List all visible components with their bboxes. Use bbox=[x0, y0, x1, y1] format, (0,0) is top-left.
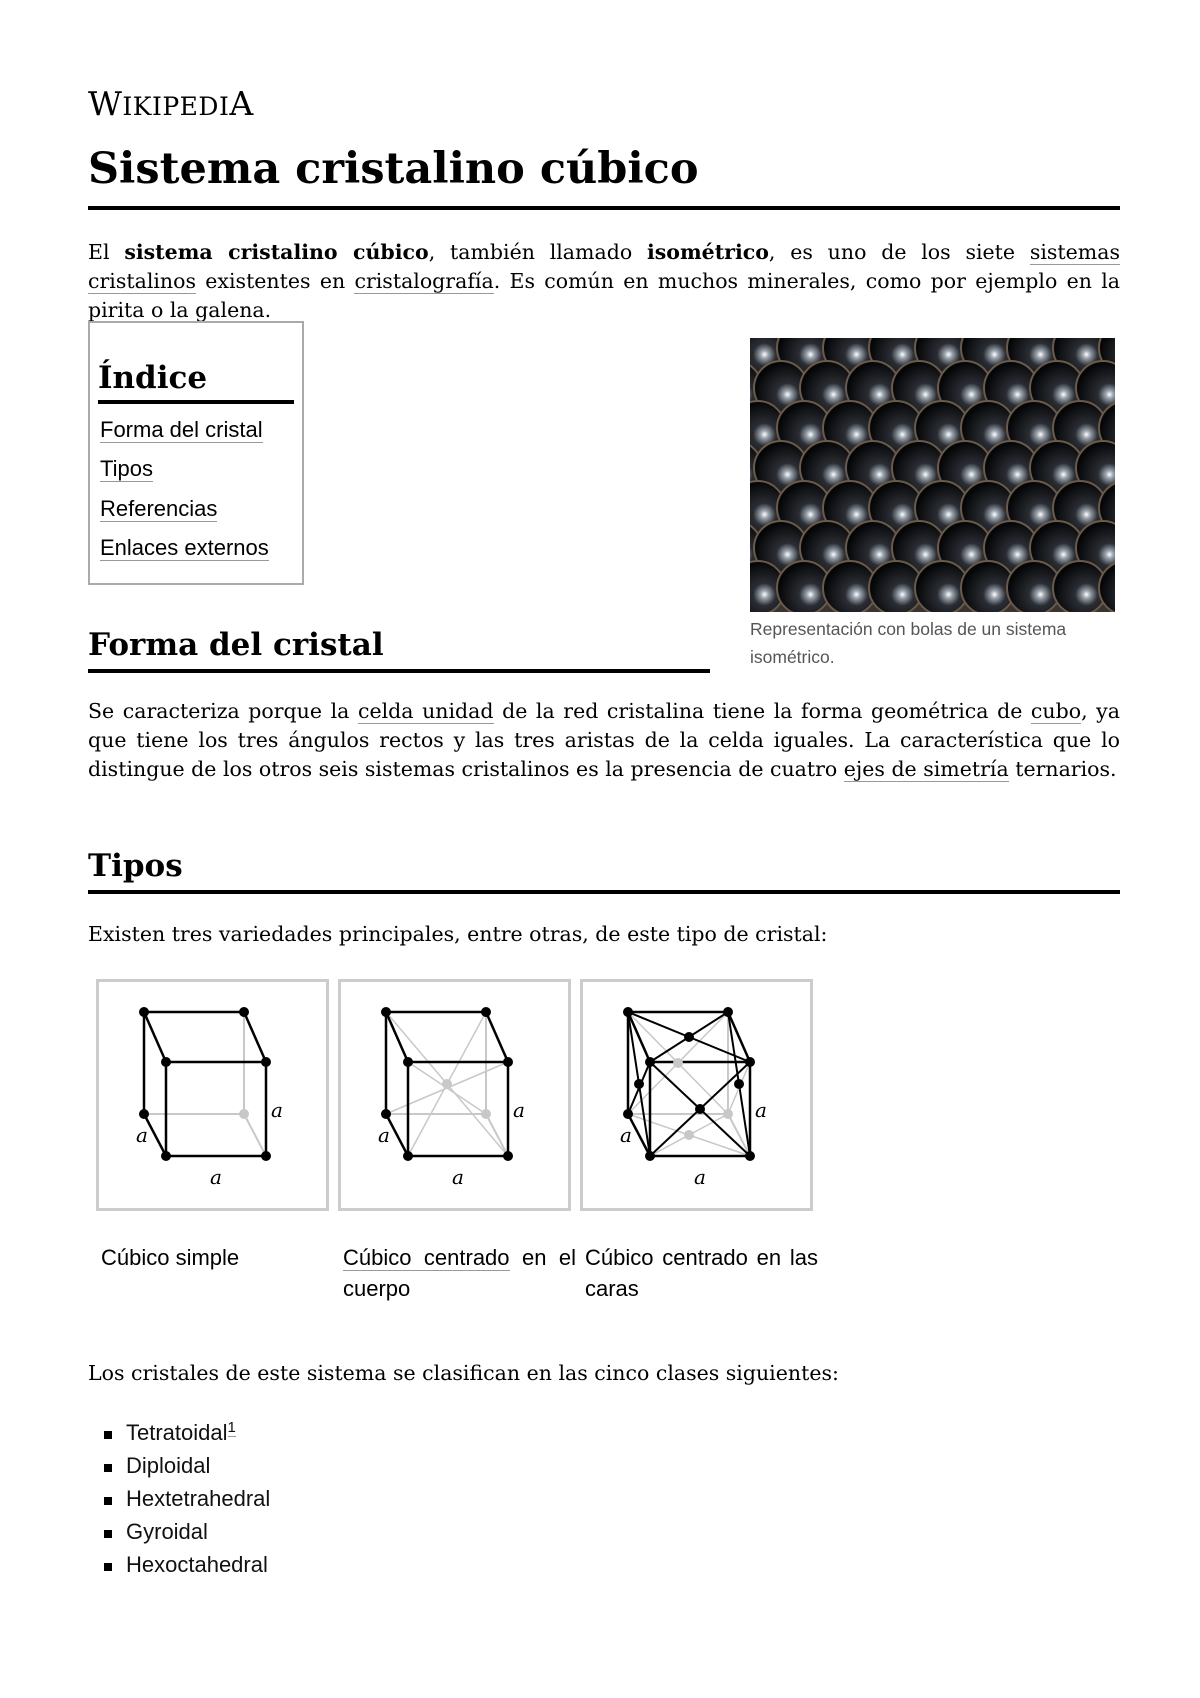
class-name: Hextetrahedral bbox=[126, 1486, 271, 1511]
lattice-point bbox=[695, 1104, 705, 1114]
lattice-point bbox=[645, 1057, 655, 1067]
lattice-point bbox=[442, 1079, 452, 1089]
toc-item-enlaces[interactable] bbox=[100, 528, 294, 568]
gallery-caption-face: Cúbico centrado en las caras bbox=[585, 1245, 818, 1301]
axis-label: a bbox=[136, 1123, 148, 1147]
table-of-contents bbox=[88, 321, 304, 585]
gallery-image-simple[interactable] bbox=[96, 979, 329, 1211]
inline-link[interactable]: pirita bbox=[88, 298, 145, 322]
axis-label: a bbox=[271, 1098, 283, 1122]
lattice-point bbox=[239, 1109, 249, 1119]
lattice-edge bbox=[244, 1114, 266, 1156]
list-item bbox=[100, 1482, 270, 1515]
section-heading-tipos: Tipos bbox=[88, 847, 1120, 894]
lattice-point bbox=[623, 1109, 633, 1119]
lattice-edge bbox=[386, 1012, 408, 1062]
inline-link[interactable]: celda unidad bbox=[357, 699, 494, 723]
gallery-caption-body bbox=[343, 1242, 576, 1304]
lattice-point bbox=[261, 1057, 271, 1067]
intro-paragraph: El sistema cristalino cúbico, también llamado isométrico, es uno de los siete sistemas cristalinos existentes en cristalografía. Es común en muchos minerales, como por ejemplo en la pirita o la galena. bbox=[88, 240, 1120, 322]
wikipedia-wordmark[interactable] bbox=[88, 84, 254, 123]
wordmark-initial: W bbox=[88, 84, 123, 123]
wordmark-final: A bbox=[229, 84, 254, 123]
section-heading-forma: Forma del cristal bbox=[88, 626, 710, 673]
axis-label: a bbox=[452, 1165, 464, 1188]
lattice-point bbox=[403, 1151, 413, 1161]
lattice-point bbox=[673, 1058, 683, 1068]
face-centered-diagram bbox=[618, 1004, 778, 1188]
axis-label: a bbox=[694, 1165, 706, 1188]
lattice-point bbox=[503, 1057, 513, 1067]
axis-label: a bbox=[755, 1098, 767, 1122]
forma-paragraph: Se caracteriza porque la celda unidad de la red cristalina tiene la forma geométrica de cubo, ya que tiene los tres ángulos rectos y las tres aristas de la celda iguales. La característica que lo distingue de los otros seis sistemas cristalinos es la presencia de cuatro ejes de simetría ternarios. bbox=[88, 699, 1120, 781]
class-name: Gyroidal bbox=[126, 1519, 208, 1544]
lattice-edge bbox=[486, 1012, 508, 1062]
lattice-point bbox=[381, 1007, 391, 1017]
toc-item-referencias[interactable] bbox=[100, 489, 294, 529]
inline-link[interactable]: cubo bbox=[1030, 699, 1082, 723]
lattice-point bbox=[684, 1032, 694, 1042]
class-name: Diploidal bbox=[126, 1453, 211, 1478]
lattice-point bbox=[139, 1007, 149, 1017]
lattice-point bbox=[161, 1151, 171, 1161]
inline-link[interactable]: cristalografía bbox=[354, 269, 494, 293]
axis-label: a bbox=[210, 1165, 222, 1188]
toc-item-label[interactable]: Forma del cristal bbox=[100, 416, 263, 442]
isometric-balls-figure bbox=[750, 338, 1115, 671]
body-centered-diagram bbox=[376, 1004, 536, 1188]
inline-link[interactable]: galena bbox=[195, 298, 265, 322]
lattice-edge bbox=[244, 1012, 266, 1062]
list-item bbox=[100, 1449, 270, 1482]
simple-cubic-diagram bbox=[134, 1004, 294, 1188]
lattice-point bbox=[161, 1057, 171, 1067]
class-name: Tetratoidal bbox=[126, 1420, 228, 1445]
isometric-balls-photo[interactable] bbox=[750, 338, 1115, 612]
lattice-point bbox=[139, 1109, 149, 1119]
page-title: Sistema cristalino cúbico bbox=[88, 144, 1120, 210]
gallery-image-body[interactable] bbox=[338, 979, 571, 1211]
axis-label: a bbox=[378, 1123, 390, 1147]
toc-item-tipos[interactable] bbox=[100, 449, 294, 489]
list-item bbox=[100, 1416, 270, 1449]
bold-term: isométrico bbox=[646, 240, 769, 264]
list-item bbox=[100, 1548, 270, 1581]
lattice-point bbox=[503, 1151, 513, 1161]
inline-link[interactable]: ejes de simetría bbox=[843, 757, 1009, 781]
lattice-point bbox=[481, 1007, 491, 1017]
lattice-point bbox=[481, 1109, 491, 1119]
lattice-point bbox=[623, 1007, 633, 1017]
class-name: Hexoctahedral bbox=[126, 1552, 268, 1577]
lattice-point bbox=[684, 1130, 694, 1140]
classes-intro: Los cristales de este sistema se clasifican en las cinco clases siguientes: bbox=[88, 1361, 839, 1385]
list-item bbox=[100, 1515, 270, 1548]
lattice-point bbox=[723, 1007, 733, 1017]
bold-term: sistema cristalino cúbico bbox=[124, 240, 429, 264]
lattice-point bbox=[745, 1057, 755, 1067]
toc-item-label[interactable]: Referencias bbox=[100, 495, 218, 521]
wordmark-middle: IKIPEDI bbox=[122, 92, 230, 121]
figure-caption: Representación con bolas de un sistema isométrico. bbox=[750, 619, 1067, 667]
lattice-edge bbox=[144, 1012, 166, 1062]
toc-item-forma[interactable] bbox=[100, 410, 294, 450]
lattice-point bbox=[745, 1151, 755, 1161]
lattice-point bbox=[723, 1109, 733, 1119]
axis-label: a bbox=[620, 1123, 632, 1147]
tipos-intro: Existen tres variedades principales, entre otras, de este tipo de cristal: bbox=[88, 922, 828, 946]
lattice-point bbox=[403, 1057, 413, 1067]
lattice-point bbox=[734, 1079, 744, 1089]
gallery-caption-rest: en el cuerpo bbox=[343, 1245, 576, 1301]
lattice-point bbox=[261, 1151, 271, 1161]
toc-item-label[interactable]: Tipos bbox=[100, 456, 153, 482]
gallery-image-face[interactable] bbox=[580, 979, 813, 1211]
crystal-classes-list bbox=[100, 1416, 270, 1581]
body-centered-link[interactable]: Cúbico centrado bbox=[343, 1245, 510, 1270]
lattice-point bbox=[381, 1109, 391, 1119]
toc-heading: Índice bbox=[98, 359, 294, 404]
toc-list bbox=[98, 410, 294, 568]
lattice-point bbox=[634, 1079, 644, 1089]
toc-item-label[interactable]: Enlaces externos bbox=[100, 535, 269, 561]
axis-label: a bbox=[513, 1098, 525, 1122]
lattice-point bbox=[645, 1151, 655, 1161]
lattice-point bbox=[239, 1007, 249, 1017]
reference-link[interactable]: 1 bbox=[227, 1418, 236, 1436]
gallery-caption-simple: Cúbico simple bbox=[101, 1245, 240, 1270]
inline-link[interactable]: sistemas cristalinos bbox=[88, 240, 1120, 293]
